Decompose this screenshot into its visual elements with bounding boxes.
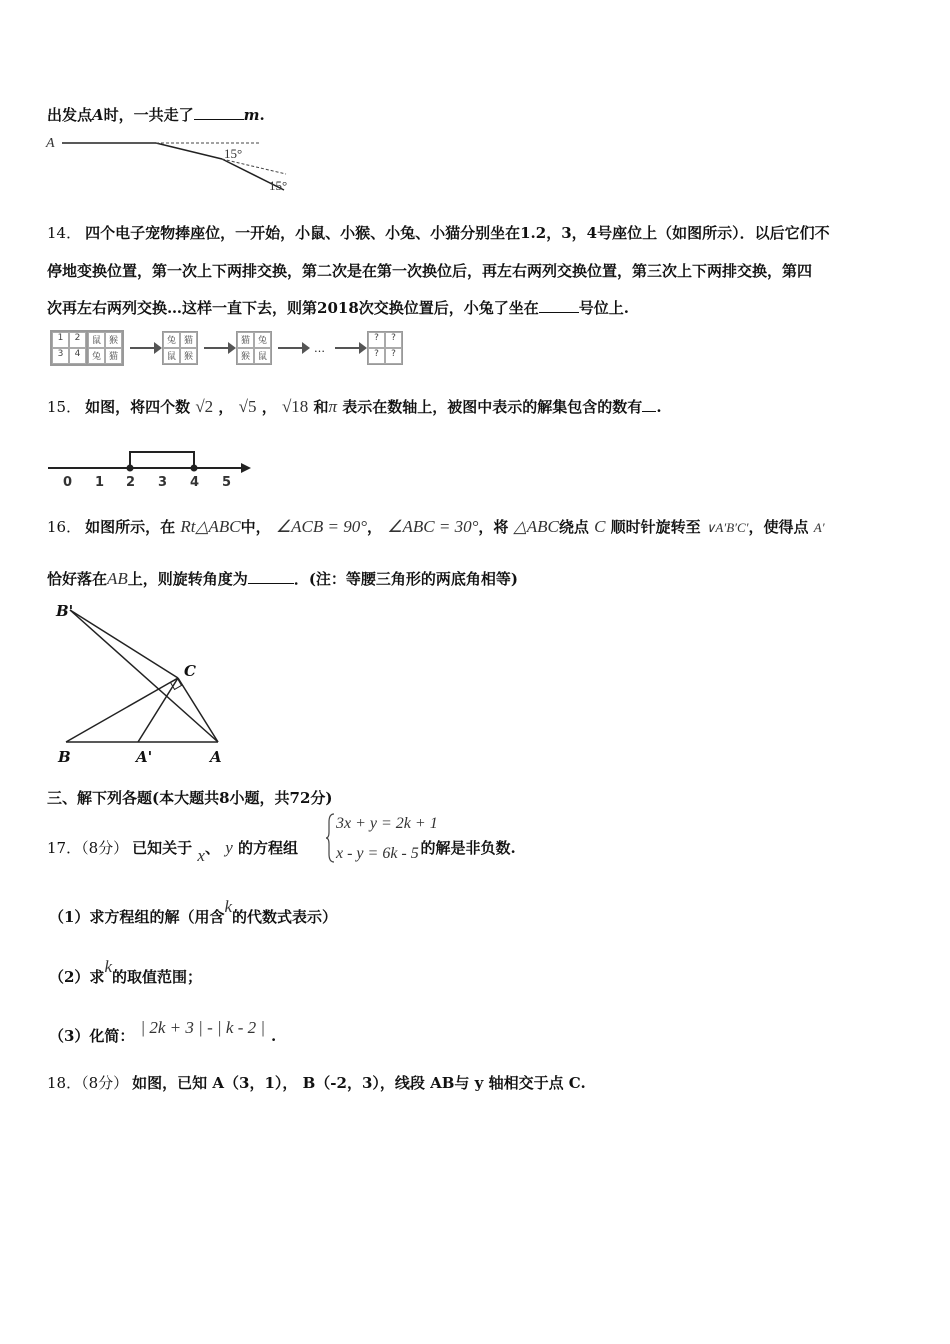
- angle-label: 15°: [269, 178, 288, 193]
- tick-label: 3: [158, 475, 168, 490]
- number-line-figure: [46, 446, 256, 490]
- angle-label: 15°: [224, 146, 243, 161]
- tick-label: 0: [63, 475, 73, 490]
- arrow-icon: [335, 347, 361, 349]
- answer-blank: [194, 105, 244, 120]
- q16-line2: 恰好落在AB上，则旋转角度为 ．(注：等腰三角形的两底角相等): [47, 569, 519, 588]
- q13-line: 出发点A时，一共走了 m.: [47, 106, 265, 124]
- tick-label: 4: [190, 475, 200, 490]
- q17-part1: （1）求方程组的解（用含k的代数式表示）: [49, 897, 338, 926]
- q16-triangle-figure: [48, 598, 238, 770]
- fig-label-b: B: [58, 748, 71, 766]
- q17-line: 17．（8分） 已知关于 x、 y 的方程组 的解是非负数.: [47, 838, 516, 865]
- tick-label: 5: [222, 475, 232, 490]
- tick-label: 2: [126, 475, 136, 490]
- q14-line1: 14． 四个电子宠物捧座位，一开始，小鼠、小猴、小兔、小猫分别坐在1.2，3，4号座位上（如图所示）．以后它们不: [47, 224, 830, 242]
- q17-part3: （3）化简： | 2k + 3 | - | k - 2 | .: [49, 1018, 277, 1045]
- equation-system: [326, 812, 446, 864]
- q17-part2: （2）求k的取值范围；: [49, 957, 202, 986]
- section-heading: 三、解下列各题(本大题共8小题，共72分): [47, 789, 333, 807]
- answer-blank: [642, 397, 656, 412]
- fig-label-b-prime: B': [56, 602, 74, 620]
- arrow-icon: [130, 347, 156, 349]
- arrow-icon: [278, 347, 304, 349]
- q14-seat-figure: 1 2 3 4 鼠 猴 兔 猫 兔 猫 鼠 猴 猫 兔 猴 鼠 … ? ? ? ?: [50, 330, 403, 366]
- q16-line1: 16． 如图所示，在 Rt△ABC中， ∠ACB = 90°， ∠ABC = 30°，将 △ABC绕点 C 顺时针旋转至 ∨A′B′C′，使得点 A′: [47, 517, 825, 536]
- tick-label: 1: [95, 475, 105, 490]
- arrow-icon: [204, 347, 230, 349]
- fig-label-a: A: [46, 136, 55, 151]
- q15-line: 15． 如图，将四个数 √2 ， √5 ， √18 和π 表示在数轴上，被图中表示的解集包含的数有 .: [47, 397, 662, 416]
- q18-line: 18．（8分） 如图，已知 A（3，1）， B（-2，3），线段 AB与 y 轴相交于点 C.: [47, 1074, 586, 1092]
- equation-1: 3x + y = 2k + 1: [336, 815, 438, 832]
- q14-line2: 停地变换位置，第一次上下两排交换，第二次是在第一次换位后，再左右两列交换位置，第三次上下两排交换，第四: [47, 262, 813, 280]
- answer-blank: [539, 298, 579, 313]
- fig-label-c: C: [184, 662, 196, 680]
- equation-2: x - y = 6k - 5: [336, 845, 419, 862]
- answer-blank: [248, 569, 294, 584]
- q14-line3: 次再左右两列交换…这样一直下去，则第2018次交换位置后，小兔了坐在 号位上.: [47, 299, 629, 317]
- q13-path-figure: [44, 132, 304, 198]
- fig-label-a-prime: A': [136, 748, 153, 766]
- fig-label-a: A: [210, 748, 222, 766]
